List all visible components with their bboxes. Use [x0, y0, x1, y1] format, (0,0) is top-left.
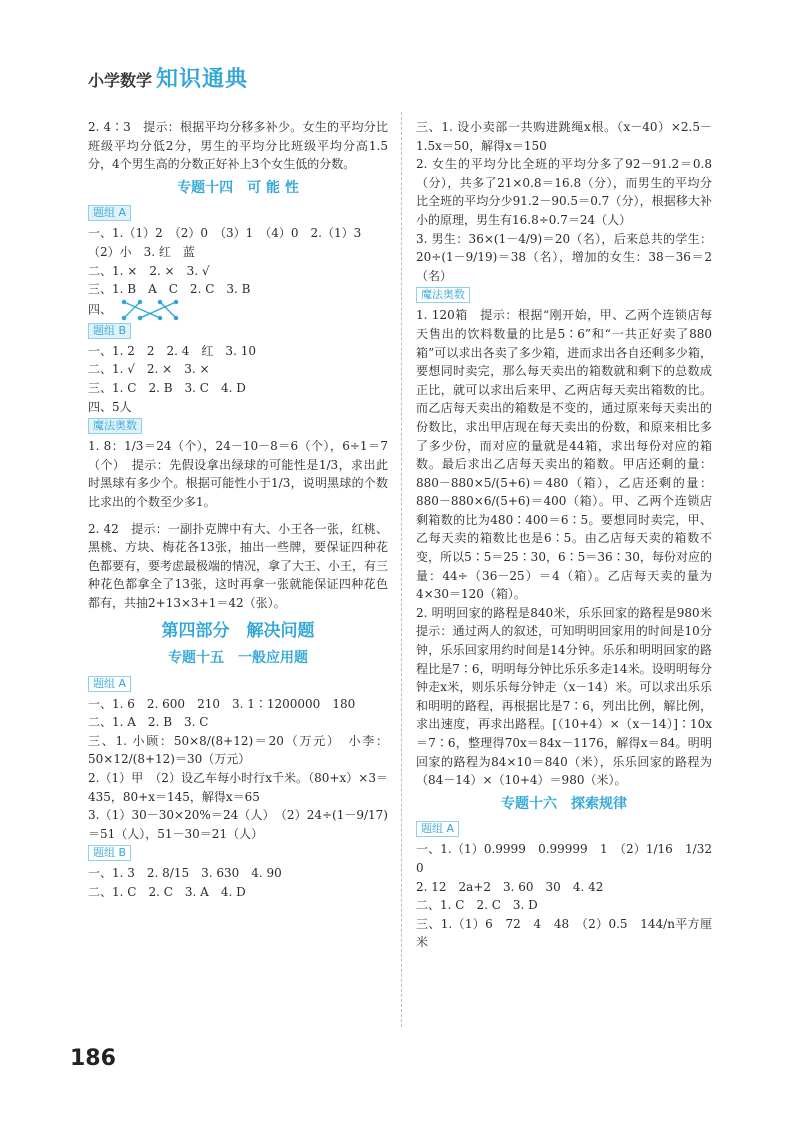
answer-line: 3.（1）30－30×20%＝24（人） （2）24÷(1－9/17)＝51（人），51－30＝21（人）	[88, 808, 388, 841]
answer-line: 三、1. B A C 2. C 3. B	[88, 282, 251, 297]
answer-line: 二、1. √ 2. × 3. ×	[88, 362, 210, 377]
matching-label: 四、	[88, 302, 113, 317]
answer-line: 一、1. 3 2. 8/15 3. 630 4. 90	[88, 866, 282, 881]
answer-line: （2）小 3. 红 蓝	[88, 244, 195, 259]
matching-lines-figure	[120, 299, 180, 321]
topic14-group-a-tag: 题组 A	[88, 205, 131, 221]
magic-answer: 1. 120箱 提示：根据“刚开始，甲、乙两个连锁店每天售出的饮料数量的比是5∶6”和“一共正好卖了880箱”可以求出各卖了多少箱，进而求出各自还剩多少箱，要想同时卖完，那么每天卖出的箱数就和剩下的总数成正比，就可以求出后来甲、乙两店每天卖出箱数的比。而乙店每天卖出的箱数是不变的，通过原来每天卖出的份数比，求出甲店现在每天卖出的份数，和原来相比多了多少份，而对应的量就是44箱，求出每份对应的箱数。最后求出乙店每天卖出的箱数。甲店还剩的量：880－880×5/(5+6)＝480（箱），乙店还剩的量：880－880×6/(5+6)＝400（箱）。甲、乙两个连锁店剩箱数的比为480∶400＝6∶5。要想同时卖完，甲、乙每天卖的箱数比也是6∶5。由乙店每天卖的箱数不变，所以5∶5＝25∶30，6∶5＝36∶30，每份对应的量：44÷（36－25）＝4（箱）。乙店每天卖的量为4×30＝120（箱）。	[416, 308, 712, 602]
answer-line: 一、1.（1）2 （2）0 （3）1 （4）0 2.（1）3	[88, 226, 362, 241]
header-subtitle: 小学数学	[88, 71, 153, 90]
part4-heading: 第四部分 解决问题	[161, 621, 315, 642]
page-number: 186	[70, 1046, 116, 1071]
answer-para: 2. 女生的平均分比全班的平均分多了92－91.2＝0.8（分），共多了21×0.8＝16.8（分），而男生的平均分比全班的平均分少91.2－90.5＝0.7（分），根据移大补小的原理，男生有16.8÷0.7＝24（人）	[416, 157, 712, 227]
topic16-title: 专题十六 探索规律	[501, 795, 627, 812]
answer-line: 一、1. 2 2 2. 4 红 3. 10	[88, 343, 256, 358]
topic16-group-a-tag: 题组 A	[416, 821, 459, 837]
magic-answer: 1. 8：1/3＝24（个），24－10－8＝6（个），6÷1＝7（个） 提示：先假设拿出绿球的可能性是1/3，求出此时黑球有多少个。根据可能性小于1/3，说明黑球的个数比求出的个数至少多1。	[88, 439, 388, 509]
right-column	[416, 118, 725, 952]
topic15-group-a-tag: 题组 A	[88, 676, 131, 692]
answer-line: 二、1. C 2. C 3. D	[416, 898, 538, 913]
topic14-group-b-tag: 题组 B	[88, 323, 131, 339]
column-divider	[401, 112, 402, 1027]
answer-line: 三、1. C 2. B 3. C 4. D	[88, 380, 246, 395]
topic15-title: 专题十五 一般应用题	[168, 650, 308, 667]
answer-line: 一、1.（1）0.9999 0.99999 1 （2）1/16 1/32 0	[416, 842, 725, 875]
answer-line: 三、1.（1）6 72 4 48 （2）0.5 144/n平方厘米	[416, 916, 712, 950]
answer-line: 四、5人	[88, 399, 132, 414]
intro-answer: 2. 4∶3 提示：根据平均分移多补少。女生的平均分比班级平均分低2分，男生的平均分比班级平均分高1.5分，4个男生高的分数正好补上3个女生低的分数。	[88, 120, 388, 172]
answer-line: 二、1. A 2. B 3. C	[88, 715, 209, 730]
matching-answer	[88, 299, 388, 321]
answer-line: 2.（1）甲 （2）设乙车每小时行x千米。（80+x）×3＝435，80+x＝145，解得x＝65	[88, 771, 388, 804]
answer-line: 二、1. C 2. C 3. A 4. D	[88, 885, 246, 899]
magic-olympiad-tag: 魔法奥数	[416, 287, 470, 303]
answer-para: 3. 男生：36×(1－4/9)＝20（名），后来总共的学生：20÷(1－9/19)＝38（名），增加的女生：38－36＝2（名）	[416, 231, 712, 283]
topic15-group-b-tag: 题组 B	[88, 845, 131, 861]
page-header	[88, 62, 249, 92]
answer-line: 二、1. × 2. × 3. √	[88, 263, 210, 278]
answer-para: 三、1. 设小卖部一共购进跳绳x根。（x－40）×2.5－1.5x＝50，解得x＝150	[416, 120, 712, 153]
magic-olympiad-tag: 魔法奥数	[88, 418, 142, 434]
answer-line: 三、1. 小顾：50×8/(8+12)＝20（万元） 小李：50×12/(8+12)＝30（万元）	[88, 733, 388, 767]
answer-line: 2. 12 2a+2 3. 60 30 4. 42	[416, 879, 604, 894]
answer-line: 一、1. 6 2. 600 210 3. 1∶1200000 180	[88, 696, 356, 711]
topic14-title: 专题十四 可 能 性	[177, 179, 299, 196]
header-title: 知识通典	[156, 67, 249, 92]
left-column	[88, 118, 388, 902]
magic-answer: 2. 明明回家的路程是840米，乐乐回家的路程是980米 提示：通过两人的叙述，可知明明回家用的时间是10分钟，乐乐回家用约时间是14分钟。乐乐和明明回家的路程比是7∶6，明明每分钟比乐乐多走14米。设明明每分钟走x米，则乐乐每分钟走（x－14）米。可以求出乐乐和明明的路程，再根据比是7∶6，列出比例，解比例，求出速度，再求出路程。[（10+4）×（x－14）]∶10x＝7∶6，整理得70x＝84x－1176，解得x＝84。明明回家的路程为84×10＝840（米），乐乐回家的路程为（84－14）×（10+4）＝980（米）。	[416, 605, 725, 788]
magic-answer: 2. 42 提示：一副扑克牌中有大、小王各一张，红桃、黑桃、方块、梅花各13张，抽出一些牌，要保证四种花色都要有，要考虑最极端的情况，拿了大王、小王，有三种花色都拿全了13张，这时再拿一张就能保证四种花色都有，共抽2+13×3+1＝42（张）。	[88, 521, 389, 610]
